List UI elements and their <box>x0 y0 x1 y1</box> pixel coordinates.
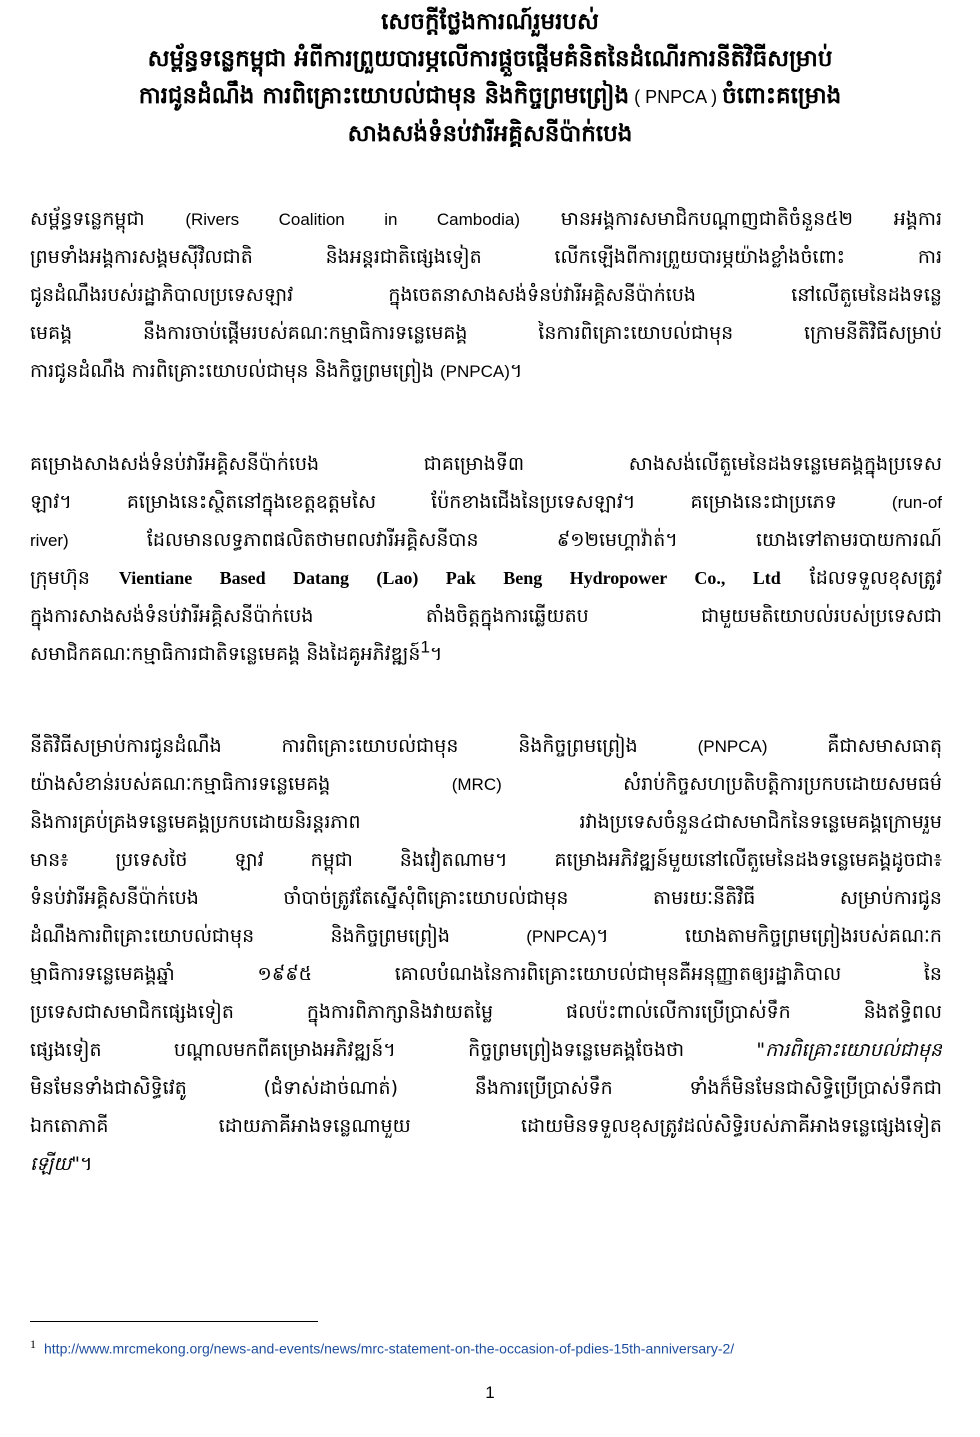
quoted-text: "ការពិគ្រោះយោបល់ជាមុន <box>756 1039 942 1061</box>
text-run: "។ <box>71 1153 93 1175</box>
paragraph-1-line-2: ព្រមទាំងអង្គការសង្គមស៊ីវិលជាតិ និងអន្តរជាតិផ្សេងទៀត លើកឡើងពីការព្រួយបារម្ភយ៉ាងខ្លាំងចំពោះ ការ <box>30 246 942 268</box>
document-title <box>30 4 950 153</box>
paragraph-1-line-4: មេគង្គ នឹងការចាប់ផ្តើមរបស់គណៈកម្មាធិការទន្លេមេគង្គ នៃការពិគ្រោះយោបល់ជាមុន ក្រោមនីតិវិធីសម្រាប់ <box>30 322 942 344</box>
paragraph-3-line-3: និងការគ្រប់គ្រងទន្លេមេគង្គប្រកបដោយនិរន្តរភាព រវាងប្រទេសចំនួន៤ជាសមាជិកនៃទន្លេមេគង្គក្រោមរួម <box>30 811 942 833</box>
paragraph-3-line-12 <box>30 1145 942 1183</box>
footnote-separator <box>30 1321 318 1322</box>
title-line-3-end: ចំពោះគម្រោង <box>722 83 842 109</box>
text-run: ផ្សេងទៀត បណ្តាលមកពីគម្រោងអភិវឌ្ឍន៍។ កិច្ចព្រមព្រៀងទន្លេមេគង្គចែងថា <box>30 1039 757 1061</box>
paragraph-2-line-1: គម្រោងសាងសង់ទំនប់វារីអគ្គិសនីប៉ាក់បេង ជាគម្រោងទី៣ សាងសង់លើតួមេនៃដងទន្លេមេគង្គក្នុងប្រទេស <box>30 453 942 475</box>
text-run: សម្ព័ន្ធទន្លេកម្ពុជា <box>30 208 186 230</box>
text-run: ដំណឹងការពិគ្រោះយោបល់ជាមុន និងកិច្ចព្រមព្រៀង <box>30 925 527 947</box>
text-run: ។ <box>509 360 523 382</box>
project-type-english-end: river) <box>30 531 69 550</box>
paragraph-3-line-11: ឯកតោភាគី ដោយភាគីអាងទន្លេណាមួយ ដោយមិនទទួលខុសត្រូវដល់សិទ្ធិរបស់ភាគីអាងទន្លេផ្សេងទៀត <box>30 1115 942 1137</box>
paragraph-3-line-7: ម្មាធិការទន្លេមេគង្គឆ្នាំ ១៩៩៥ គោលបំណងនៃការពិគ្រោះយោបល់ជាមុនគឺអនុញ្ញាតឲ្យរដ្ឋាភិបាល នៃ <box>30 963 942 985</box>
text-run: គឺជាសមាសធាតុ <box>767 735 942 757</box>
text-run: ។ <box>429 643 443 665</box>
paragraph-2-line-6 <box>30 635 942 673</box>
paragraph-3-line-9 <box>30 1031 942 1069</box>
text-run: មានអង្គការសមាជិកបណ្តាញជាតិចំនួន៥២ អង្គការ <box>520 208 942 230</box>
text-run: នីតិវិធីសម្រាប់ការជូនដំណឹង ការពិគ្រោះយោបល់ជាមុន និងកិច្ចព្រមព្រៀង <box>30 735 698 757</box>
paragraph-3 <box>30 727 942 1183</box>
text-run: ឡាវ។ គម្រោងនេះស្ថិតនៅក្នុងខេត្តឧត្តមសៃ ប៉ែកខាងជើងនៃប្រទេសឡាវ។ គម្រោងនេះជាប្រភេទ <box>30 491 892 513</box>
paragraph-2-line-3 <box>30 521 942 559</box>
text-run: ក្រុមហ៊ុន <box>30 567 119 589</box>
paragraph-3-line-2 <box>30 765 942 803</box>
paragraph-1-line-3: ជូនដំណឹងរបស់រដ្ឋាភិបាលប្រទេសឡាវ ក្នុងចេតនាសាងសង់ទំនប់វារីអគ្គិសនីប៉ាក់បេង នៅលើតួមេនៃដងទន្លេ <box>30 284 942 306</box>
footnote-mark: 1 <box>30 1337 36 1351</box>
paragraph-3-line-8: ប្រទេសជាសមាជិកផ្សេងទៀត ក្នុងការពិភាក្សានិងវាយតម្លៃ ផលប៉ះពាល់លើការប្រើប្រាស់ទឹក និងឥទ្ធិពល <box>30 1001 942 1023</box>
title-line-3 <box>30 78 950 116</box>
text-run: ដែលមានលទ្ធភាពផលិតថាមពលវារីអគ្គិសនីបាន ៩១២មេហ្គាវ៉ាត់។ យោងទៅតាមរបាយការណ៍ <box>68 529 942 551</box>
text-run: ការជូនដំណឹង ការពិគ្រោះយោបល់ជាមុន និងកិច្ចព្រមព្រៀង <box>30 360 440 382</box>
pnpca-abbr: (PNPCA) <box>526 927 597 946</box>
paragraph-3-line-6 <box>30 917 942 955</box>
project-type-english: (run-of <box>891 493 942 512</box>
pnpca-abbr: (PNPCA) <box>697 737 768 756</box>
text-run: ដែលទទួលខុសត្រូវ <box>780 567 942 589</box>
paragraph-3-line-1 <box>30 727 942 765</box>
paragraph-2-line-2 <box>30 483 942 521</box>
company-name: Vientiane Based Datang (Lao) Pak Beng Hydropower Co., Ltd <box>118 568 781 588</box>
coalition-english-name: (Rivers Coalition in Cambodia) <box>185 210 521 229</box>
paragraph-2 <box>30 445 942 673</box>
quoted-text-end: ឡើយ <box>30 1153 72 1175</box>
paragraph-1-line-5 <box>30 352 942 390</box>
footnote <box>30 1334 950 1359</box>
paragraph-3-line-5: ទំនប់វារីអគ្គិសនីប៉ាក់បេង ចាំបាច់ត្រូវតែស្នើសុំពិគ្រោះយោបល់ជាមុន តាមរយៈនីតិវិធី សម្រាប់ការជូន <box>30 887 942 909</box>
text-run: ។ យោងតាមកិច្ចព្រមព្រៀងរបស់គណៈក <box>596 925 942 947</box>
paragraph-1-line-1 <box>30 200 942 238</box>
paragraph-3-line-4: មាន៖ ប្រទេសថៃ ឡាវ កម្ពុជា និងវៀតណាម។ គម្រោងអភិវឌ្ឍន៍មួយនៅលើតួមេនៃដងទន្លេមេគង្គដូចជា៖ <box>30 849 942 871</box>
paragraph-1 <box>30 200 942 390</box>
pnpca-abbr: (PNPCA) <box>440 362 510 381</box>
title-line-4: សាងសង់ទំនប់វារីអគ្គិសនីប៉ាក់បេង <box>347 121 633 147</box>
page-number: 1 <box>485 1383 495 1402</box>
paragraph-2-line-4 <box>30 559 942 597</box>
text-run: សមាជិកគណៈកម្មាធិការជាតិទន្លេមេគង្គ និងដៃគូអភិវឌ្ឍន៍ <box>30 643 421 665</box>
footnote-link[interactable]: http://www.mrcmekong.org/news-and-events/news/mrc-statement-on-the-occasion-of-pdies-15th-anniversary-2/ <box>44 1340 735 1357</box>
text-run: យ៉ាងសំខាន់របស់គណៈកម្មាធិការទន្លេមេគង្គ <box>30 773 452 795</box>
title-pnpca-abbr: ( PNPCA ) <box>629 87 723 107</box>
paragraph-3-line-10: មិនមែនទាំងជាសិទ្ធិវេតូ (ជំទាស់ដាច់ណាត់) នឹងការប្រើប្រាស់ទឹក ទាំងក៏មិនមែនជាសិទ្ធិប្រើប្រាស់ទឹកជា <box>30 1077 942 1099</box>
title-line-1: សេចក្តីថ្លែងការណ៍រួមរបស់ <box>381 9 599 35</box>
title-line-3-text: ការជូនដំណឹង ការពិគ្រោះយោបល់ជាមុន និងកិច្ចព្រមព្រៀង <box>138 83 630 109</box>
mrc-abbr: (MRC) <box>451 775 502 794</box>
title-line-2: សម្ព័ន្ធទន្លេកម្ពុជា អំពីការព្រួយបារម្ភលើការផ្តួចផ្តើមគំនិតនៃដំណើរការនីតិវិធីសម្រាប់ <box>147 46 833 72</box>
paragraph-2-line-5: ក្នុងការសាងសង់ទំនប់វារីអគ្គិសនីប៉ាក់បេង តាំងចិត្តក្នុងការឆ្លើយតប ជាមួយមតិយោបល់របស់ប្រទេសជា <box>30 605 942 627</box>
text-run: សំរាប់កិច្ចសហប្រតិបត្តិការប្រកបដោយសមធម៌ <box>501 773 942 795</box>
footnote-reference[interactable]: 1 <box>420 637 430 657</box>
